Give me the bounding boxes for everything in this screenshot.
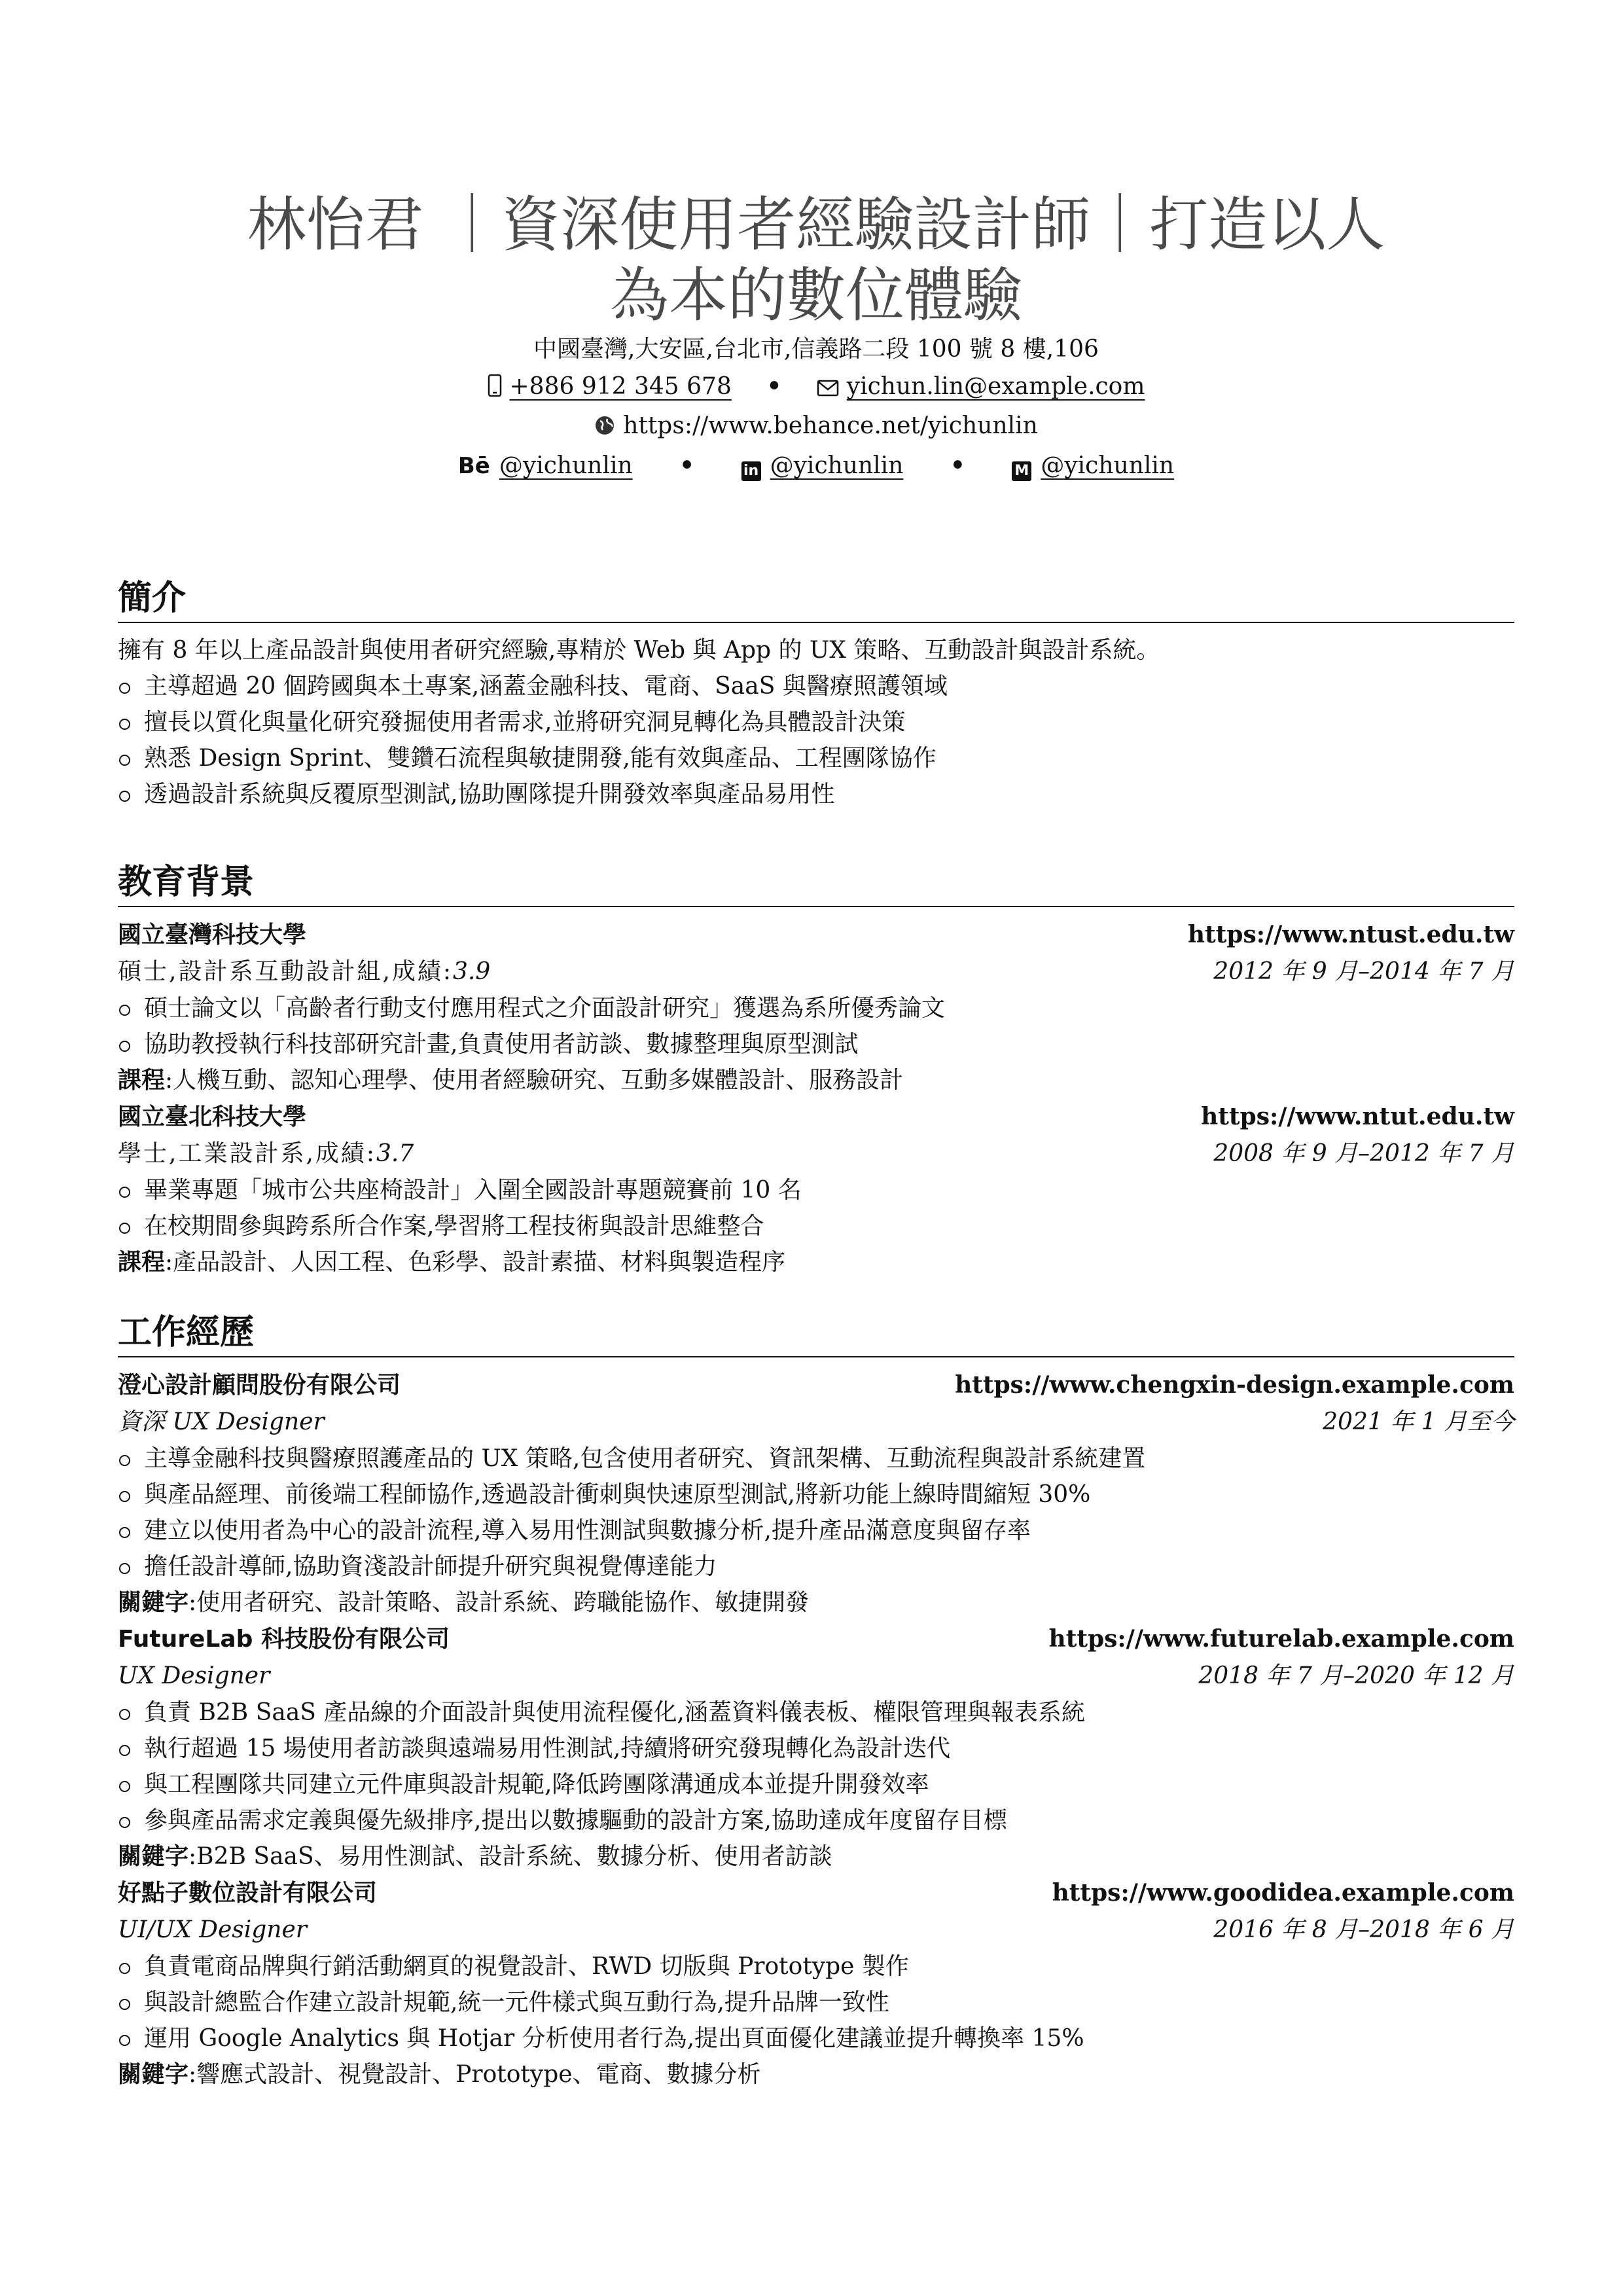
medium-link[interactable]: @yichunlin bbox=[1041, 452, 1175, 479]
mail-icon bbox=[817, 371, 839, 408]
separator-dot: • bbox=[766, 372, 782, 400]
degree: 學士,工業設計系,成績:3.7 bbox=[118, 1140, 414, 1167]
list-item: 擅長以質化與量化研究發掘使用者需求,並將研究洞見轉化為具體設計決策 bbox=[118, 704, 1514, 740]
date-range: 2018 年 7 月–2020 年 12 月 bbox=[1198, 1662, 1514, 1689]
experience-entry bbox=[118, 1621, 1514, 1874]
courses-line: 課程:人機互動、認知心理學、使用者經驗研究、互動多媒體設計、服務設計 bbox=[118, 1067, 904, 1094]
experience-entry bbox=[118, 1367, 1514, 1621]
list-item: 擔任設計導師,協助資淺設計師提升研究與視覺傳達能力 bbox=[118, 1549, 1514, 1585]
contact-block bbox=[118, 331, 1514, 484]
phone-email-line bbox=[118, 368, 1514, 408]
company-url[interactable]: https://www.chengxin-design.example.com bbox=[955, 1371, 1514, 1399]
linkedin-link[interactable]: @yichunlin bbox=[770, 452, 904, 479]
separator-dot: • bbox=[679, 452, 695, 479]
school-name: 國立臺北科技大學 bbox=[118, 1103, 307, 1130]
list-item: 主導超過 20 個跨國與本土專案,涵蓋金融科技、電商、SaaS 與醫療照護領域 bbox=[118, 668, 1514, 704]
date-range: 2016 年 8 月–2018 年 6 月 bbox=[1213, 1916, 1514, 1943]
list-item: 與工程團隊共同建立元件庫與設計規範,降低跨團隊溝通成本並提升開發效率 bbox=[118, 1767, 1514, 1803]
education-section bbox=[118, 861, 1514, 1280]
website-line bbox=[118, 408, 1514, 447]
list-item: 參與產品需求定義與優先級排序,提出以數據驅動的設計方案,協助達成年度留存目標 bbox=[118, 1803, 1514, 1839]
company-name: 澄心設計顧問股份有限公司 bbox=[118, 1372, 401, 1399]
list-item: 協助教授執行科技部研究計畫,負責使用者訪談、數據整理與原型測試 bbox=[118, 1026, 1514, 1062]
list-item: 建立以使用者為中心的設計流程,導入易用性測試與數據分析,提升產品滿意度與留存率 bbox=[118, 1513, 1514, 1549]
grade: 3.9 bbox=[453, 958, 491, 985]
list-item: 主導金融科技與醫療照護產品的 UX 策略,包含使用者研究、資訊架構、互動流程與設計系統建置 bbox=[118, 1441, 1514, 1477]
degree: 碩士,設計系互動設計組,成績:3.9 bbox=[118, 958, 491, 985]
linkedin-icon: in bbox=[741, 461, 761, 481]
section-title-experience: 工作經歷 bbox=[118, 1312, 1514, 1357]
job-role: UX Designer bbox=[118, 1662, 270, 1689]
education-entry bbox=[118, 916, 1514, 1098]
list-item: 與產品經理、前後端工程師協作,透過設計衝刺與快速原型測試,將新功能上線時間縮短 30% bbox=[118, 1477, 1514, 1513]
company-url[interactable]: https://www.goodidea.example.com bbox=[1052, 1879, 1514, 1907]
school-name: 國立臺灣科技大學 bbox=[118, 922, 307, 948]
list-item: 在校期間參與跨系所合作案,學習將工程技術與設計思維整合 bbox=[118, 1208, 1514, 1244]
resume-header bbox=[118, 190, 1514, 484]
list-item: 負責 B2B SaaS 產品線的介面設計與使用流程優化,涵蓋資料儀表板、權限管理與報表系統 bbox=[118, 1695, 1514, 1731]
name-title: 林怡君 ｜資深使用者經驗設計師｜打造以人為本的數位體驗 bbox=[247, 190, 1385, 330]
list-item: 透過設計系統與反覆原型測試,協助團隊提升開發效率與產品易用性 bbox=[118, 776, 1514, 812]
experience-section bbox=[118, 1312, 1514, 2092]
summary-bullets bbox=[118, 668, 1514, 812]
company-name: 好點子數位設計有限公司 bbox=[118, 1880, 378, 1907]
list-item: 熟悉 Design Sprint、雙鑽石流程與敏捷開發,能有效與產品、工程團隊協作 bbox=[118, 740, 1514, 776]
separator-dot: • bbox=[950, 452, 965, 479]
keywords-line: 關鍵字:B2B SaaS、易用性測試、設計系統、數據分析、使用者訪談 bbox=[118, 1843, 832, 1870]
school-url[interactable]: https://www.ntust.edu.tw bbox=[1187, 921, 1514, 948]
job-role: UI/UX Designer bbox=[118, 1916, 308, 1943]
company-name: FutureLab 科技股份有限公司 bbox=[118, 1626, 450, 1653]
company-url[interactable]: https://www.futurelab.example.com bbox=[1048, 1625, 1514, 1653]
phone-link[interactable]: +886 912 345 678 bbox=[509, 373, 732, 400]
list-item: 負責電商品牌與行銷活動網頁的視覺設計、RWD 切版與 Prototype 製作 bbox=[118, 1948, 1514, 1984]
summary-intro: 擁有 8 年以上產品設計與使用者研究經驗,專精於 Web 與 App 的 UX 策略、互動設計與設計系統。 bbox=[118, 637, 1160, 664]
school-url[interactable]: https://www.ntut.edu.tw bbox=[1201, 1103, 1514, 1130]
grade: 3.7 bbox=[376, 1140, 414, 1167]
social-line bbox=[118, 447, 1514, 484]
behance-link[interactable]: @yichunlin bbox=[499, 452, 633, 479]
keywords-line: 關鍵字:響應式設計、視覺設計、Prototype、電商、數據分析 bbox=[118, 2061, 761, 2088]
medium-icon: M bbox=[1012, 461, 1031, 481]
list-item: 畢業專題「城市公共座椅設計」入圍全國設計專題競賽前 10 名 bbox=[118, 1172, 1514, 1208]
date-range: 2021 年 1 月至今 bbox=[1323, 1408, 1514, 1435]
globe-icon bbox=[594, 410, 615, 447]
website-link[interactable]: https://www.behance.net/yichunlin bbox=[623, 412, 1038, 439]
address: 中國臺灣,大安區,台北市,信義路二段 100 號 8 樓,106 bbox=[533, 336, 1099, 363]
section-title-summary: 簡介 bbox=[118, 577, 1514, 623]
phone-icon bbox=[488, 371, 502, 408]
date-range: 2012 年 9 月–2014 年 7 月 bbox=[1213, 958, 1514, 985]
date-range: 2008 年 9 月–2012 年 7 月 bbox=[1213, 1140, 1514, 1167]
keywords-line: 關鍵字:使用者研究、設計策略、設計系統、跨職能協作、敏捷開發 bbox=[118, 1589, 810, 1616]
list-item: 執行超過 15 場使用者訪談與遠端易用性測試,持續將研究發現轉化為設計迭代 bbox=[118, 1731, 1514, 1767]
education-entry bbox=[118, 1098, 1514, 1280]
experience-entry bbox=[118, 1874, 1514, 2092]
list-item: 運用 Google Analytics 與 Hotjar 分析使用者行為,提出頁面優化建議並提升轉換率 15% bbox=[118, 2020, 1514, 2056]
courses-line: 課程:產品設計、人因工程、色彩學、設計素描、材料與製造程序 bbox=[118, 1249, 786, 1276]
behance-icon: Bē bbox=[457, 453, 490, 479]
section-title-education: 教育背景 bbox=[118, 861, 1514, 907]
list-item: 與設計總監合作建立設計規範,統一元件樣式與互動行為,提升品牌一致性 bbox=[118, 1984, 1514, 2020]
email-link[interactable]: yichun.lin@example.com bbox=[846, 373, 1145, 400]
summary-section bbox=[118, 577, 1514, 812]
job-role: 資深 UX Designer bbox=[118, 1408, 325, 1435]
list-item: 碩士論文以「高齡者行動支付應用程式之介面設計研究」獲選為系所優秀論文 bbox=[118, 990, 1514, 1026]
